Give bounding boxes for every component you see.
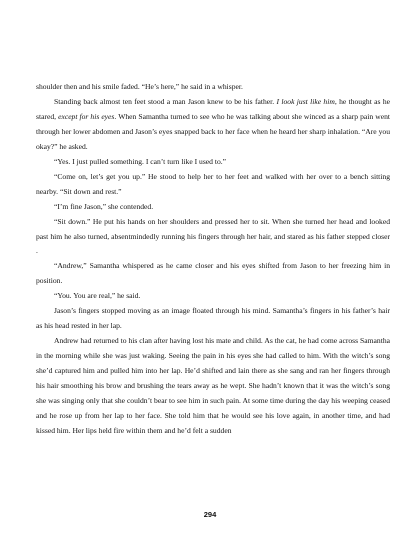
paragraph (36, 215, 390, 260)
paragraph (36, 170, 390, 200)
paragraph (36, 259, 390, 289)
paragraph-text: Standing back almost ten feet stood a man Jason knew to be his father. (54, 96, 277, 106)
paragraph-text: Jason’s fingers stopped moving as an image floated through his mind. Samantha’s fingers in his father’s hair as his head rested in her lap. (36, 306, 390, 331)
paragraph-text: , he thought as he stared, (36, 96, 390, 121)
paragraph-text: “You. You are real,” he said. (54, 291, 141, 301)
paragraph-text: “Sit down.” He put his hands on her shoulders and pressed her to sit. When she turned her head and looked past him he also turned, absentmindedly running his fingers through her hair, and stared as his father stepped closer . (36, 216, 390, 256)
paragraph (36, 304, 390, 334)
paragraph (36, 289, 390, 304)
paragraph (36, 80, 390, 95)
paragraph-text: “I’m fine Jason,” she contended. (54, 201, 154, 211)
paragraph-text: “Come on, let’s get you up.” He stood to help her to her feet and walked with her over to a bench sitting nearby. “Sit down and rest.” (36, 171, 390, 196)
page-number: 294 (203, 510, 217, 519)
paragraph (36, 200, 390, 215)
paragraph-text: Andrew had returned to his clan after having lost his mate and child. As the cat, he had come across Samantha in the morning while she was just waking. Seeing the pain in his eyes she had called to him. With the witch’s song she’d captured him and pulled him into her lap. He’d shifted and lain there as she sang and ran her fingers through his hair smoothing his brow and brushing the tears away as he wept. She hadn’t known that it was the witch’s song she was singing only that she couldn’t bear to see him in such pain. At some time during the day his weeping ceased and he rose up from her lap to her face. She told him that he would see his love again, in another time, and had kissed him. Her lips held fire within them and he’d felt a sudden (36, 336, 390, 435)
body-text (36, 80, 390, 439)
italic-text: I look just like him (276, 96, 335, 106)
paragraph-text: shoulder then and his smile faded. “He’s here,” he said in a whisper. (36, 82, 243, 91)
paragraph (36, 95, 390, 155)
paragraph (36, 334, 390, 439)
paragraph-text: “Yes. I just pulled something. I can’t turn like I used to.” (54, 156, 227, 166)
paragraph-text: . When Samantha turned to see who he was talking about she winced as a sharp pain went through her lower abdomen and Jason’s eyes snapped back to her face when he heard her sharp inhalation. “Are you okay?” he asked. (36, 111, 390, 151)
italic-text: except for his eyes (58, 111, 115, 121)
paragraph-text: “Andrew,” Samantha whispered as he came closer and his eyes shifted from Jason to her freezing him in position. (36, 261, 390, 286)
paragraph (36, 155, 390, 170)
